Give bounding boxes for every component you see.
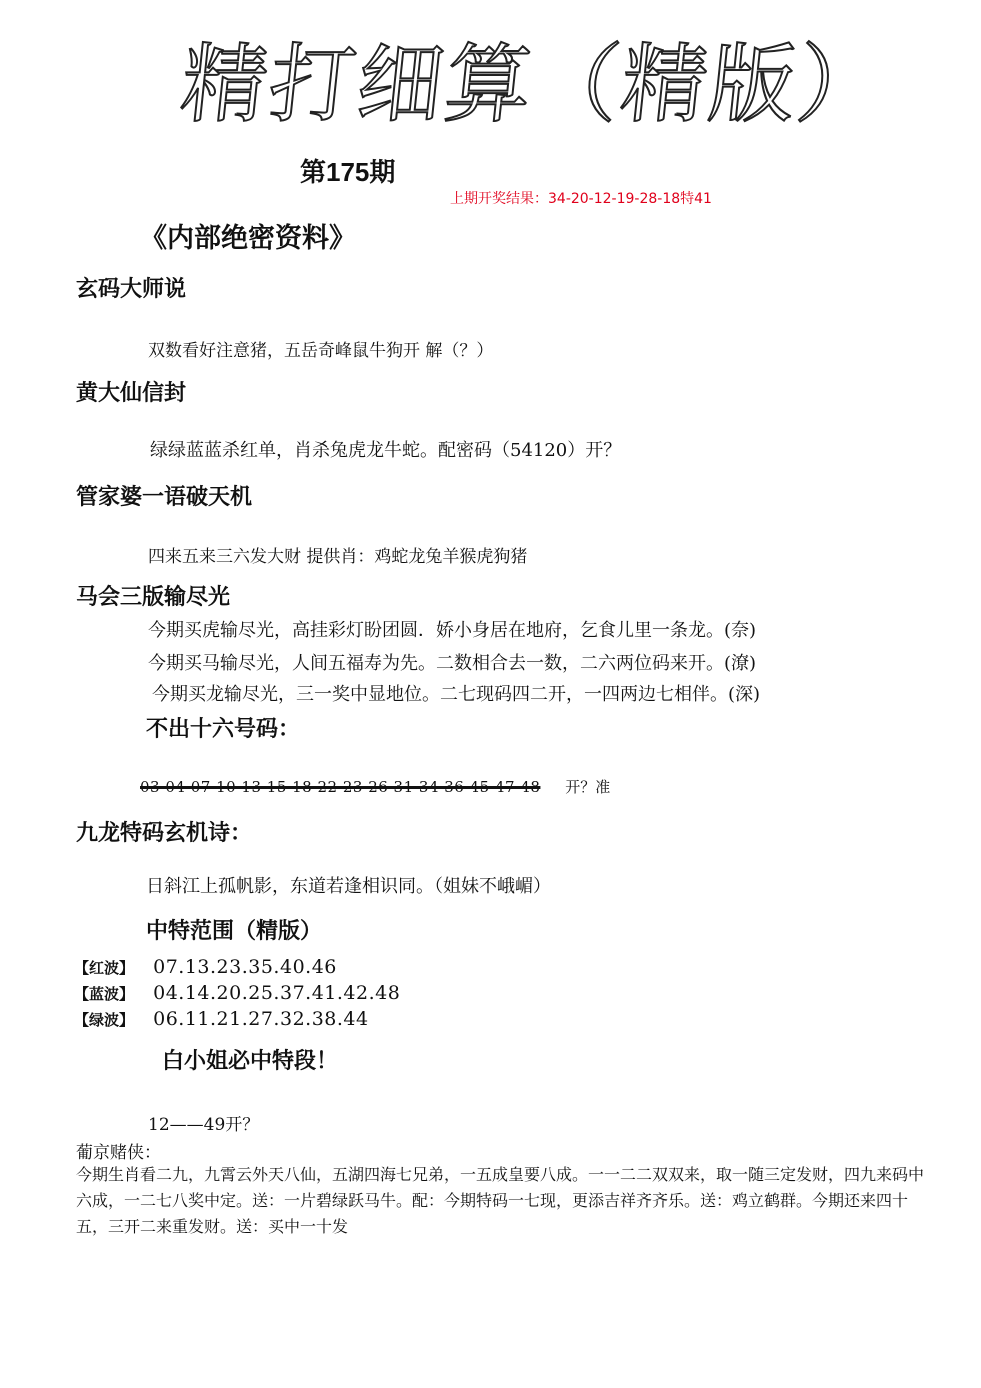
section-text-aomen: 今期生肖看二九，九霄云外天八仙，五湖四海七兄弟，一五成皇要八成。一一二二双双来，取一随三定发财，四九来码中六成，一二七八奖中定。送：一片碧绿跃马牛。配：今期特码一七现，更添吉祥齐齐乐。送：鸡立鹤群。今期还来四十五，三开二来重发财。送：买中一十发 (76, 1165, 925, 1236)
section-title-zhongte: 中特范围（精版） (146, 918, 323, 944)
wave-label-blue: 【蓝波】 (74, 985, 135, 1003)
section-text-guanjiapo: 四来五来三六发大财 提供肖：鸡蛇龙兔羊猴虎狗猪 (148, 547, 528, 567)
wave-label-green: 【绿波】 (74, 1011, 135, 1029)
excluded-numbers-line (140, 776, 610, 797)
section-title-buchu: 不出十六号码： (146, 716, 301, 742)
section-title-mahui: 马会三版输尽光 (76, 584, 231, 610)
wave-numbers-green: 06.11.21.27.32.38.44 (153, 1008, 369, 1030)
wave-numbers-blue: 04.14.20.25.37.41.42.48 (153, 982, 401, 1004)
issue-number: 第175期 (300, 157, 396, 187)
section-title-aomen: 葡京赌侠： (76, 1143, 161, 1163)
excluded-numbers: 03 04 07 10 13 15 18 22 23 26 31 34 36 45 47 48 (140, 778, 541, 796)
mahui-line-1: 今期买虎输尽光，高挂彩灯盼团圆．娇小身居在地府，乞食儿里一条龙。(奈) (148, 620, 757, 641)
wave-label-red: 【红波】 (74, 959, 135, 977)
section-title-xuanma: 玄码大师说 (76, 276, 187, 302)
section-title-jiulong: 九龙特码玄机诗： (76, 820, 253, 846)
wave-numbers-red: 07.13.23.35.40.46 (153, 956, 337, 978)
section-title-guanjiapo: 管家婆一语破天机 (76, 484, 253, 510)
section-text-jiulong: 日斜江上孤帆影，东道若逢相识同。（姐妹不峨嵋） (146, 876, 551, 897)
title-logo-graphic (176, 22, 891, 142)
section-text-huangdaxian: 绿绿蓝蓝杀红单，肖杀兔虎龙牛蛇。配密码（54120）开？ (150, 440, 622, 461)
wave-row-red (74, 956, 337, 978)
section-text-baixiaojie: 12——49开？ (148, 1115, 260, 1135)
title-logo (176, 22, 891, 142)
title-logo-text: 精打细算（精版） (176, 35, 891, 135)
wave-row-blue (74, 982, 400, 1004)
mahui-line-2: 今期买马输尽光，人间五福寿为先。二数相合去一数，二六两位码来开。(潦) (148, 653, 757, 674)
last-result: 上期开奖结果：34-20-12-19-28-18特41 (450, 191, 712, 207)
section-title-baixiaojie: 白小姐必中特段！ (162, 1048, 339, 1074)
excluded-numbers-tail: 开？准 (565, 778, 611, 796)
section-title-huangdaxian: 黄大仙信封 (76, 380, 187, 406)
mahui-line-3: 今期买龙输尽光，三一奖中显地位。二七现码四二开，一四两边七相伴。(深) (152, 684, 761, 705)
section-text-xuanma: 双数看好注意猪，五岳奇峰鼠牛狗开 解（？） (148, 341, 494, 361)
wave-row-green (74, 1008, 369, 1030)
document-title: 《内部绝密资料》 (140, 223, 356, 254)
